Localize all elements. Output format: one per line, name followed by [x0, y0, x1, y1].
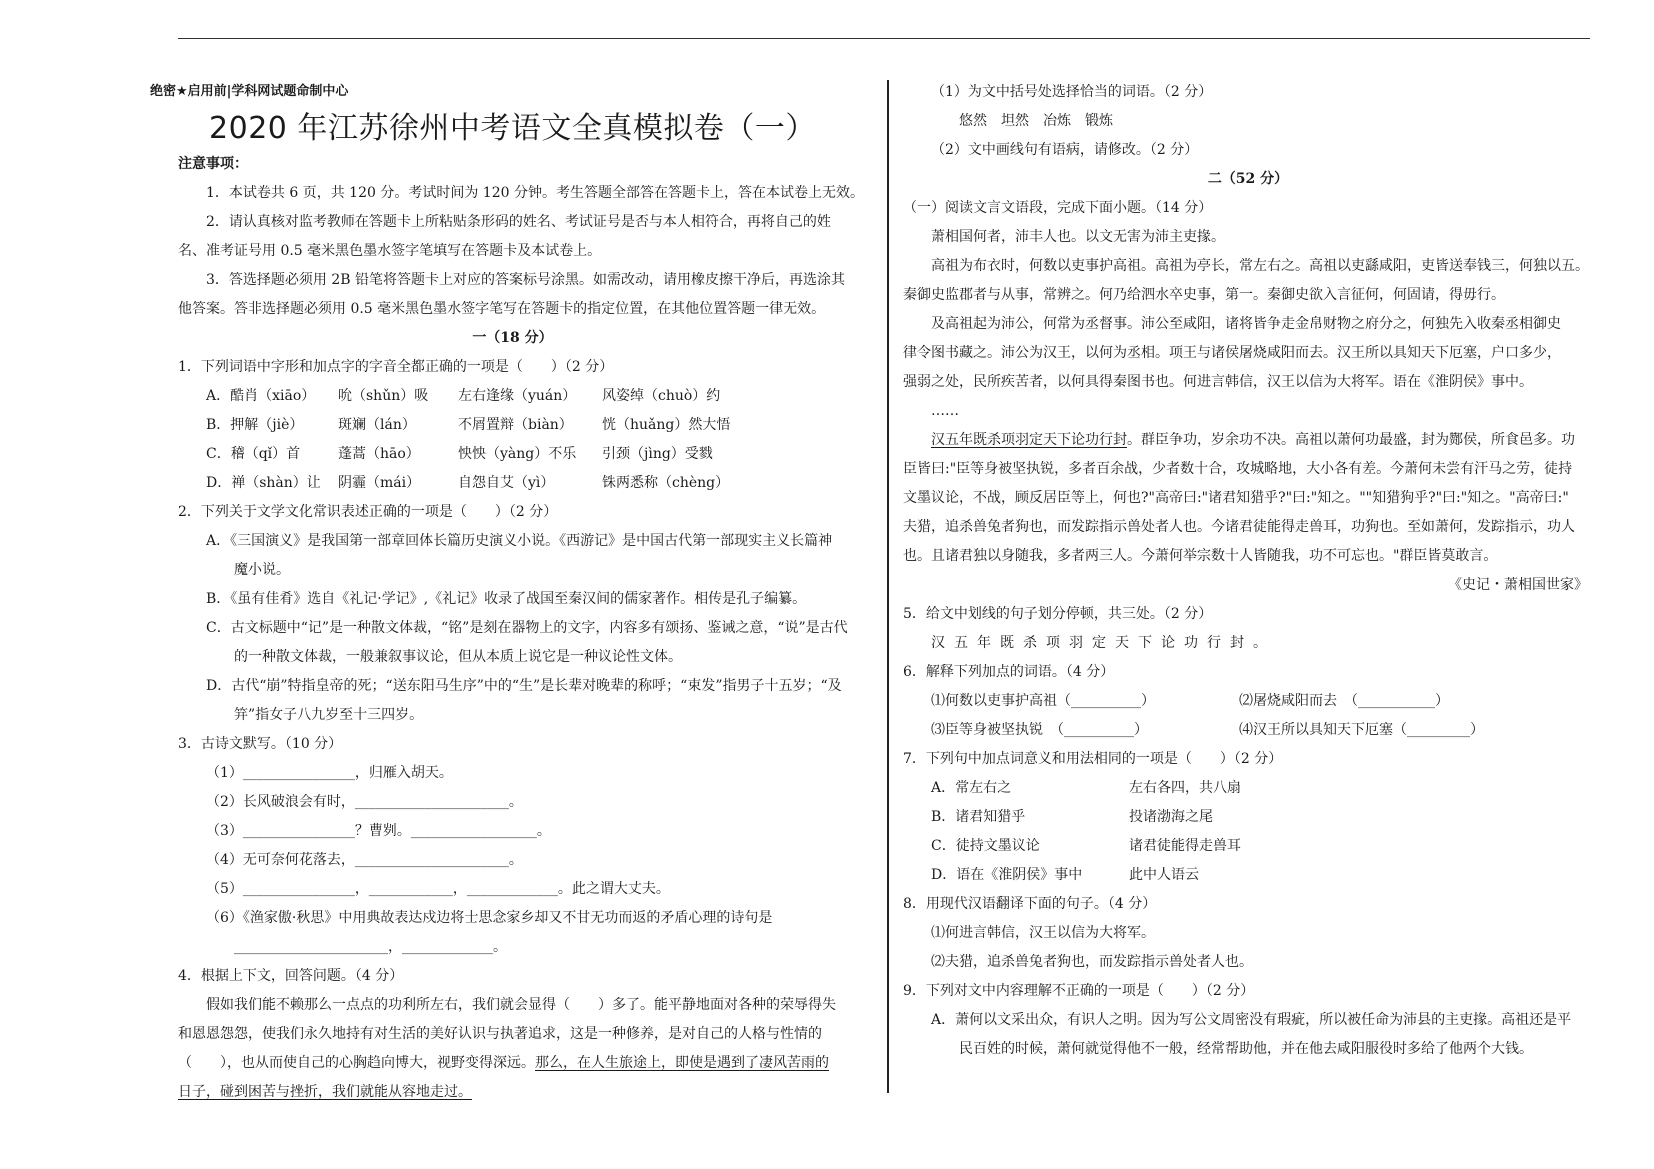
q7-option-c: C．徒持文墨议论 诸君徒能得走兽耳 — [931, 838, 1241, 854]
q7-stem: 7．下列句中加点词意义和用法相同的一项是（ ）（2 分） — [903, 751, 1283, 767]
q1-option-a: A．酷肖（xiāo） 吮（shǔn）吸 左右逢缘（yuán） 风姿绰（chuò）约 — [206, 388, 721, 404]
reading-intro: （一）阅读文言文语段，完成下面小题。（14 分） — [903, 200, 1213, 216]
q4-underlined-sentence: 那么，在人生旅途上，即使是遇到了凄风苦雨的 — [535, 1055, 829, 1071]
q2-option-d-2: 笄”指女子八九岁至十三四岁。 — [234, 707, 424, 723]
q9-option-a-1: A．萧何以文采出众，有识人之明。因为写公文周密没有瑕疵，所以被任命为沛县的主吏掾。高祖还是平 — [931, 1012, 1572, 1028]
note-1: 1．本试卷共 6 页，共 120 分。考试时间为 120 分钟。考生答题全部答在答题卡上，答在本试卷上无效。 — [206, 185, 864, 201]
q2-option-c-1: C．古文标题中“记”是一种散文体裁，“铭”是刻在器物上的文字，内容多有颂扬、鉴诫之意，“说”是古代 — [206, 620, 848, 636]
secret-label: 绝密★启用前|学科网试题命制中心 — [150, 84, 349, 99]
q7-option-d: D．语在《淮阴侯》事中 此中人语云 — [931, 867, 1199, 883]
notes-heading: 注意事项： — [178, 156, 248, 172]
passage-line-2: 高祖为布衣时，何数以吏事护高祖。高祖为亭长，常左右之。高祖以吏繇咸阳，吏皆送奉钱三，何独以五。 — [931, 258, 1589, 274]
q2-option-d-1: D．古代“崩”特指皇帝的死；“送东阳马生序”中的“生”是长辈对晚辈的称呼；“束发”指男子十五岁；“及 — [206, 678, 842, 694]
passage-ellipsis: …… — [931, 403, 959, 419]
q5-sentence: 汉五年既杀项羽定天下论功行封。 — [931, 635, 1276, 651]
q3-line-6: （6）《渔家傲·秋思》中用典故表达戍边将士思念家乡却又不甘无功而返的矛盾心理的诗句是 — [206, 910, 773, 926]
q9-stem: 9．下列对文中内容理解不正确的一项是（ ）（2 分） — [903, 983, 1255, 999]
q2-stem: 2．下列关于文学文化常识表述正确的一项是（ ）（2 分） — [178, 504, 558, 520]
q4-passage-3: （ ），也从而使自己的心胸趋向博大，视野变得深远。那么，在人生旅途上，即使是遇到了凄风苦雨的 — [178, 1055, 829, 1071]
q3-line-2: （2）长风破浪会有时，______________________。 — [206, 794, 523, 810]
q1-option-d: D．禅（shàn）让 阴霾（mái） 自怨自艾（yì） 铢两悉称（chèng） — [206, 475, 730, 491]
q6-item-4: ⑷汉王所以具知天下厄塞（_________） — [1239, 722, 1484, 738]
q1-option-b: B．押解（jiè） 斑斓（lán） 不屑置辩（biàn） 恍（huǎng）然大悟 — [206, 417, 731, 433]
q8-item-1: ⑴何进言韩信，汉王以信为大将军。 — [931, 925, 1155, 941]
passage-line-5: 律令图书藏之。沛公为汉王，以何为丞相。项王与诸侯屠烧咸阳而去。汉王所以具知天下厄塞，户口多少， — [903, 345, 1561, 361]
q4-stem: 4．根据上下文，回答问题。（4 分） — [178, 968, 404, 984]
note-3a: 3．答选择题必须用 2B 铅笔将答题卡上对应的答案标号涂黑。如需改动，请用橡皮擦干净后，再选涂其 — [206, 272, 846, 288]
q4-passage-4: 日子，碰到困苦与挫折，我们就能从容地走过。 — [178, 1084, 472, 1100]
q4-sub-2: （2）文中画线句有语病，请修改。（2 分） — [931, 142, 1199, 158]
q3-line-1: （1）________________，归雁入胡天。 — [206, 765, 453, 781]
note-2b: 名、准考证号用 0.5 毫米黑色墨水签字笔填写在答题卡及本试卷上。 — [178, 243, 602, 259]
q2-option-a-2: 魔小说。 — [234, 562, 290, 578]
note-2a: 2．请认真核对监考教师在答题卡上所粘贴条形码的姓名、考试证号是否与本人相符合，再将自己的姓 — [206, 214, 831, 230]
passage-line-11: 夫猎，追杀兽兔者狗也，而发踪指示兽处者人也。今诸君徒能得走兽耳，功狗也。至如萧何，发踪指示，功人 — [903, 519, 1575, 535]
header-rule — [178, 38, 1590, 39]
q3-line-4: （4）无可奈何花落去，______________________。 — [206, 852, 523, 868]
passage-line-8: 汉五年既杀项羽定天下论功行封。群臣争功，岁余功不决。高祖以萧何功最盛，封为酂侯，所食邑多。功 — [931, 432, 1575, 448]
passage-line-4: 及高祖起为沛公，何常为丞督事。沛公至咸阳，诸将皆争走金帛财物之府分之，何独先入收秦丞相御史 — [931, 316, 1561, 332]
passage-line-9: 臣皆曰:"臣等身被坚执锐，多者百余战，少者数十合，攻城略地，大小各有差。今萧何未尝有汗马之劳，徒持 — [903, 461, 1573, 477]
q6-item-2: ⑵屠烧咸阳而去 （___________） — [1239, 693, 1449, 709]
section-2-heading: 二（52 分） — [1207, 171, 1289, 187]
q2-option-a-1: A．《三国演义》是我国第一部章回体长篇历史演义小说。《西游记》是中国古代第一部现实主义长篇神 — [206, 533, 833, 549]
q3-stem: 3．古诗文默写。（10 分） — [178, 736, 343, 752]
q3-line-5: （5）________________，____________，_____________。此之谓大丈夫。 — [206, 881, 670, 897]
q4-passage-1: 假如我们能不赖那么一点点的功利所左右，我们就会显得（ ）多了。能平静地面对各种的荣辱得失 — [206, 997, 836, 1013]
underlined-sentence: 汉五年既杀项羽定天下论功行封 — [931, 432, 1127, 448]
q1-stem: 1．下列词语中字形和加点字的字音全都正确的一项是（ ）（2 分） — [178, 359, 614, 375]
passage-line-6: 强弱之处，民所疾苦者，以何具得秦图书也。何进言韩信，汉王以信为大将军。语在《淮阴侯》事中。 — [903, 374, 1533, 390]
q6-item-3: ⑶臣等身被坚执锐 （__________） — [931, 722, 1148, 738]
note-3b: 他答案。答非选择题必须用 0.5 毫米黑色墨水签字笔写在答题卡的指定位置，在其他位置答题一律无效。 — [178, 301, 826, 317]
q9-option-a-2: 民百姓的时候，萧何就觉得他不一般，经常帮助他，并在他去咸阳服役时多给了他两个大钱。 — [959, 1041, 1533, 1057]
q1-option-c: C．稽（qǐ）首 蓬蒿（hāo） 怏怏（yàng）不乐 引颈（jìng）受戮 — [206, 446, 713, 462]
passage-line-10: 文墨议论，不战，顾反居臣等上，何也?"高帝曰:"诸君知猎乎?"曰:"知之。""知猎狗乎?"曰:"知之。"高帝曰:" — [903, 490, 1569, 506]
q4-word-choices: 悠然 坦然 冶炼 锻炼 — [959, 113, 1113, 129]
q4-sub-1: （1）为文中括号处选择恰当的词语。（2 分） — [931, 84, 1213, 100]
q8-stem: 8．用现代汉语翻译下面的句子。（4 分） — [903, 896, 1157, 912]
q7-option-b: B．诸君知猎乎 投诸渤海之尾 — [931, 809, 1213, 825]
q2-option-b: B．《虽有佳肴》选自《礼记·学记》,《礼记》收录了战国至秦汉间的儒家著作。相传是孔子编纂。 — [206, 591, 807, 607]
q2-option-c-2: 的一种散文体裁，一般兼叙事议论，但从本质上说它是一种议论性文体。 — [234, 649, 682, 665]
passage-line-3: 秦御史监郡者与从事，常辨之。何乃给泗水卒史事，第一。秦御史欲入言征何，何固请，得毋行。 — [903, 287, 1505, 303]
passage-source: 《史记・萧相国世家》 — [1448, 577, 1588, 593]
passage-line-1: 萧相国何者，沛丰人也。以文无害为沛主吏掾。 — [931, 229, 1225, 245]
q6-item-1: ⑴何数以吏事护高祖（__________） — [931, 693, 1155, 709]
q3-line-3: （3）________________？曹刿。__________________。 — [206, 823, 551, 839]
section-1-heading: 一（18 分） — [472, 330, 553, 346]
passage-line-12: 也。且诸君独以身随我，多者两三人。今萧何举宗数十人皆随我，功不可忘也。"群臣皆莫敢言。 — [903, 548, 1498, 564]
q7-option-a: A．常左右之 左右各四，共八扇 — [931, 780, 1241, 796]
column-divider — [887, 80, 889, 1093]
q5-stem: 5．给文中划线的句子划分停顿，共三处。（2 分） — [903, 606, 1213, 622]
q4-passage-2: 和恩恩怨怨，使我们永久地持有对生活的美好认识与执著追求，这是一种修养，是对自己的人格与性情的 — [178, 1026, 822, 1042]
q8-item-2: ⑵夫猎，追杀兽兔者狗也，而发踪指示兽处者人也。 — [931, 954, 1253, 970]
q3-line-7: ______________________，_____________。 — [234, 939, 507, 955]
page-title: 2020 年江苏徐州中考语文全真模拟卷（一） — [209, 111, 816, 146]
q6-stem: 6．解释下列加点的词语。（4 分） — [903, 664, 1115, 680]
